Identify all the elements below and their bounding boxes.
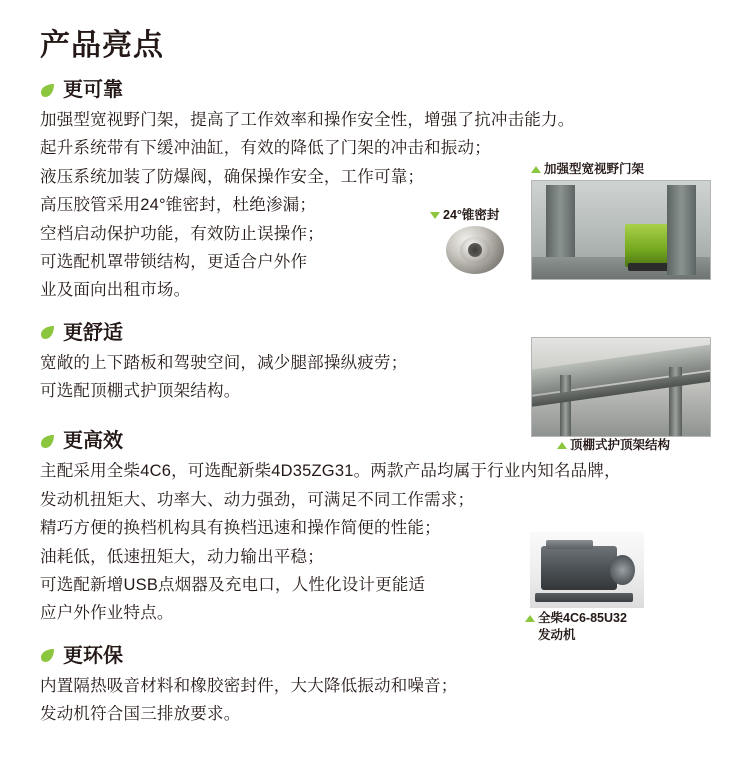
guard-post [669, 367, 681, 436]
body-line: 可选配顶棚式护顶架结构。 [40, 382, 241, 400]
section-title: 更环保 [63, 644, 123, 667]
engine-block [541, 546, 616, 590]
leaf-icon [40, 648, 55, 663]
body-line: 发动机扭矩大、功率大、动力强劲，可满足不同工作需求； [40, 490, 475, 509]
section-more-eco-friendly [40, 644, 711, 729]
guard-post [560, 375, 571, 436]
wide-view-mast-photo [531, 180, 711, 280]
triangle-up-icon [557, 442, 567, 449]
engine-illustration [530, 532, 644, 608]
caption-text: 顶棚式护顶架结构 [570, 438, 671, 452]
figure-caption-mast [531, 162, 644, 178]
figure-caption-engine-line2 [538, 628, 576, 644]
caption-text: 加强型宽视野门架 [544, 162, 645, 176]
figure-caption-canopy [557, 438, 670, 454]
canopy-overhead-guard-photo [531, 337, 711, 437]
body-line: 液压系统加装了防爆阀，确保操作安全，工作可靠； [40, 167, 425, 186]
body-line: 高压胶管采用24°锥密封，杜绝渗漏； [40, 196, 317, 215]
body-line: 起升系统带有下缓冲油缸，有效的降低了门架的冲击和振动； [40, 139, 491, 158]
body-line: 可选配新增USB点烟器及充电口，人性化设计更能适 [40, 575, 426, 594]
leaf-icon [40, 325, 55, 340]
caption-text: 全柴4C6-85U32 [538, 611, 627, 625]
body-line: 内置隔热吸音材料和橡胶密封件，大大降低振动和噪音； [40, 676, 458, 695]
body-line: 主配采用全柴4C6，可选配新柴4D35ZG31。两款产品均属于行业内知名品牌， [40, 462, 621, 481]
section-body [40, 672, 711, 729]
page-title: 产品亮点 [40, 29, 164, 62]
section-heading-row [40, 644, 711, 668]
section-title: 更高效 [63, 430, 123, 453]
section-title: 更舒适 [63, 321, 123, 344]
cone-seal-photo [446, 226, 504, 274]
body-line: 加强型宽视野门架，提高了工作效率和操作安全性，增强了抗冲击能力。 [40, 111, 575, 129]
body-line: 精巧方便的换档机构具有换档迅速和操作简便的性能； [40, 519, 441, 538]
body-line: 发动机符合国三排放要求。 [40, 705, 241, 723]
leaf-icon [40, 83, 55, 98]
caption-text: 发动机 [538, 628, 576, 642]
engine-photo [530, 532, 644, 608]
body-line: 应户外作业特点。 [40, 604, 174, 623]
body-line: 宽敞的上下踏板和驾驶空间，减少腿部操纵疲劳； [40, 353, 408, 372]
triangle-up-icon [531, 166, 541, 173]
figure-caption-engine [525, 611, 627, 627]
figure-caption-cone-seal [430, 208, 499, 224]
body-line: 油耗低，低速扭矩大，动力输出平稳； [40, 547, 324, 566]
caption-text: 24°锥密封 [443, 208, 500, 222]
body-line: 空档启动保护功能，有效防止误操作； [40, 224, 324, 243]
engine-fan [610, 555, 635, 585]
leaf-icon [40, 434, 55, 449]
triangle-up-icon [525, 615, 535, 622]
cone-seal-illustration [446, 226, 504, 274]
mast-illustration [532, 181, 710, 279]
canopy-illustration [532, 338, 710, 436]
body-line: 可选配机罩带锁结构，更适合户外作 [40, 252, 308, 271]
triangle-down-icon [430, 212, 440, 219]
section-heading-row [40, 78, 711, 102]
body-line: 业及面向出租市场。 [40, 281, 191, 300]
engine-base [535, 593, 633, 602]
floor-band [532, 257, 710, 279]
forklift-shape [625, 224, 686, 267]
section-title: 更可靠 [63, 79, 123, 101]
